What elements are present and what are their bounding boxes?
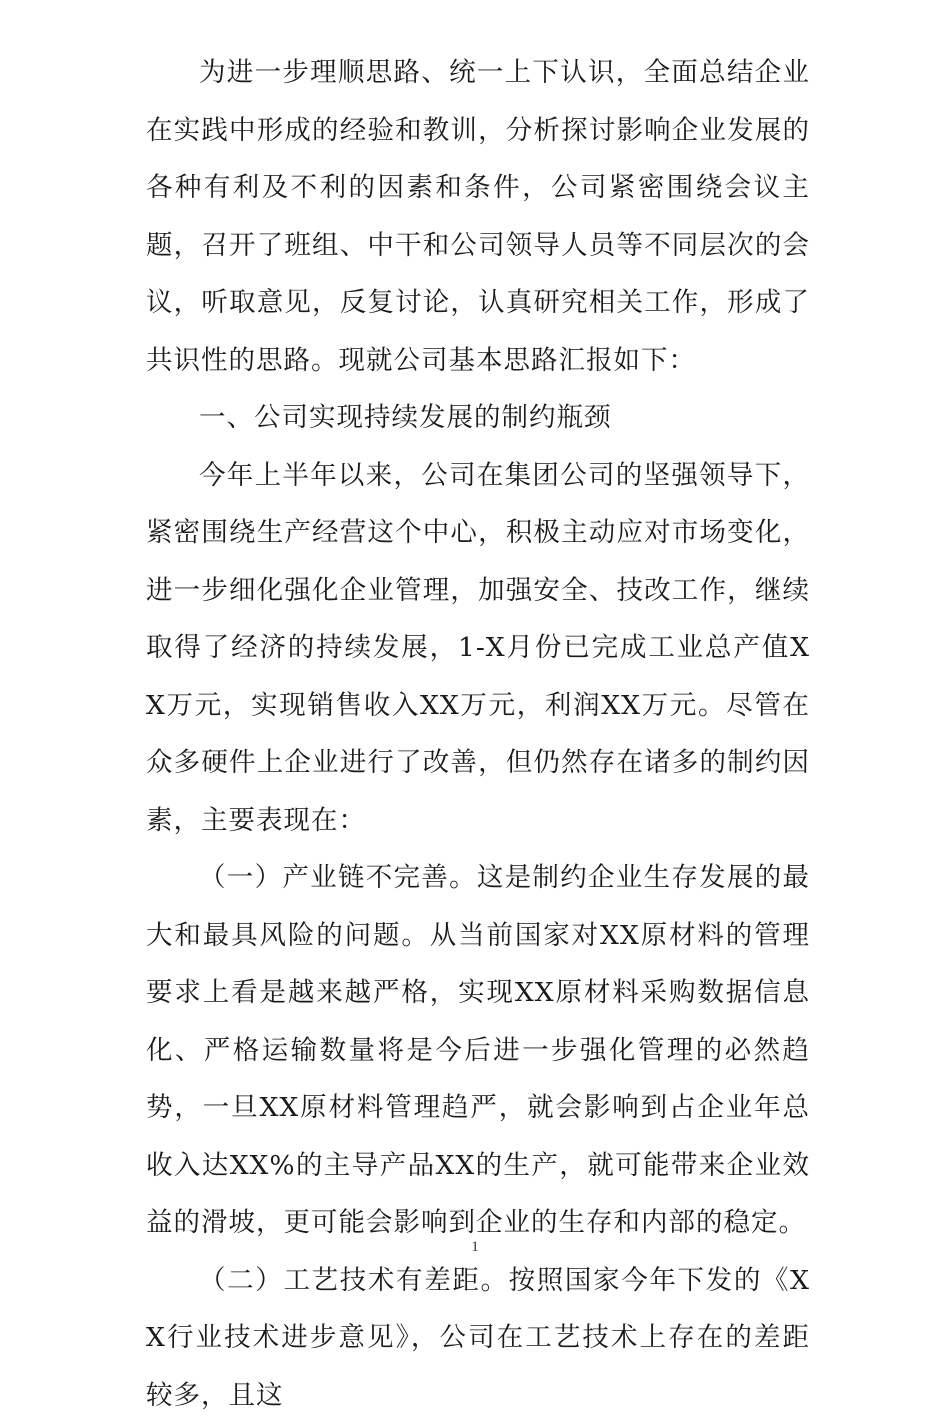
subsection-2-paragraph: （二）工艺技术有差距。按照国家今年下发的《XX行业技术进步意见》，公司在工艺技术上存在的差距较多，且这 xyxy=(146,1252,810,1424)
subsection-1-paragraph: （一）产业链不完善。这是制约企业生存发展的最大和最具风险的问题。从当前国家对XX原材料的管理要求上看是越来越严格，实现XX原材料采购数据信息化、严格运输数量将是今后进一步强化管理的必然趋势，一旦XX原材料管理趋严，就会影响到占企业年总收入达XX%的主导产品XX的生产，就可能带来企业效益的滑坡，更可能会影响到企业的生存和内部的稳定。 xyxy=(146,849,810,1252)
intro-paragraph: 为进一步理顺思路、统一上下认识，全面总结企业在实践中形成的经验和教训，分析探讨影响企业发展的各种有利及不利的因素和条件，公司紧密围绕会议主题，召开了班组、中干和公司领导人员等不同层次的会议，听取意见，反复讨论，认真研究相关工作，形成了共识性的思路。现就公司基本思路汇报如下： xyxy=(146,44,810,389)
section-1-paragraph: 今年上半年以来，公司在集团公司的坚强领导下，紧密围绕生产经营这个中心，积极主动应对市场变化，进一步细化强化企业管理，加强安全、技改工作，继续取得了经济的持续发展，1-X月份已完成工业总产值XX万元，实现销售收入XX万元，利润XX万元。尽管在众多硬件上企业进行了改善，但仍然存在诸多的制约因素，主要表现在： xyxy=(146,447,810,850)
document-body xyxy=(146,44,810,1424)
page-number: 1 xyxy=(0,1237,950,1257)
section-heading-1: 一、公司实现持续发展的制约瓶颈 xyxy=(146,389,810,447)
